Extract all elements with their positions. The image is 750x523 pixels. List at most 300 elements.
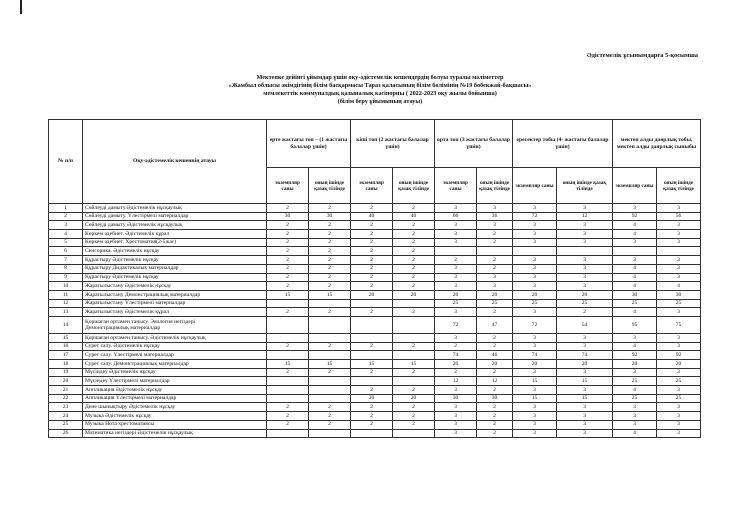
row-title-text: Жаратылыстану Әдістемелік құрал (85, 308, 169, 315)
cell-copies: 4 (613, 282, 657, 291)
cell-kazakh: 54 (557, 316, 613, 333)
cell-kazakh: 3 (657, 264, 701, 273)
row-title-text: Сөйлеуді дамыту. Үлестірмелі материалдар (85, 213, 189, 220)
row-number: 5 (49, 238, 83, 247)
row-title-text: Жаратылыстану Демонстрациялық материалдар (85, 291, 201, 298)
subheader-copies: экземпляр саны (513, 168, 557, 204)
cell-kazakh (309, 299, 351, 308)
row-title (83, 299, 267, 308)
cell-copies: 25 (613, 377, 657, 386)
cell-kazakh: 2 (477, 386, 513, 395)
cell-copies: 2 (267, 282, 309, 291)
cell-kazakh: 3 (557, 282, 613, 291)
cell-kazakh: 3 (557, 204, 613, 213)
cell-copies: 2 (351, 273, 393, 282)
cell-kazakh (393, 429, 435, 438)
cell-copies: 3 (513, 403, 557, 412)
cell-copies (351, 377, 393, 386)
row-number: 13 (49, 308, 83, 317)
cell-kazakh (657, 247, 701, 256)
cell-kazakh: 92 (657, 351, 701, 360)
row-title-text: Сенсорика. Әдістемелік нұсқау (85, 248, 160, 255)
cell-kazakh: 3 (557, 230, 613, 239)
cell-kazakh: 2 (309, 412, 351, 421)
cell-kazakh: 2 (393, 204, 435, 213)
cell-copies: 72 (435, 316, 477, 333)
cell-copies: 2 (267, 204, 309, 213)
table-row (49, 221, 701, 230)
row-number: 15 (49, 333, 83, 342)
cell-copies (351, 316, 393, 333)
row-number: 14 (49, 316, 83, 333)
cell-copies: 2 (267, 368, 309, 377)
table-row (49, 429, 701, 438)
cell-kazakh: 2 (309, 342, 351, 351)
cell-kazakh: 2 (393, 230, 435, 239)
cell-kazakh: 2 (393, 420, 435, 429)
row-title-text: Сөйлеуді дамыту Әдістемелік нұсқаулық (85, 222, 183, 229)
row-number: 4 (49, 230, 83, 239)
cell-copies: 3 (513, 386, 557, 395)
cell-kazakh: 2 (477, 342, 513, 351)
row-title (83, 360, 267, 369)
column-header-group-early: ерте жастағы топ – (1 жастағы балалар үшін) (267, 120, 351, 168)
table-row (49, 420, 701, 429)
cell-copies: 3 (513, 420, 557, 429)
row-title (83, 394, 267, 403)
cell-copies: 3 (513, 342, 557, 351)
cell-kazakh: 3 (657, 273, 701, 282)
column-header-number: № п/п (49, 120, 83, 204)
table-body (49, 204, 701, 438)
cell-copies: 3 (513, 204, 557, 213)
row-title (83, 412, 267, 421)
cell-copies: 2 (267, 420, 309, 429)
cell-copies: 2 (267, 412, 309, 421)
row-title-text: Музыка Нота хрестоматиясы (85, 421, 155, 428)
cell-kazakh: 2 (309, 204, 351, 213)
cell-kazakh: 3 (657, 221, 701, 230)
cell-copies: 92 (613, 212, 657, 221)
cell-kazakh (309, 316, 351, 333)
row-title-text-line2: Демонстрациялық материалдар (85, 324, 161, 331)
cell-copies: 3 (613, 333, 657, 342)
cell-copies: 30 (435, 394, 477, 403)
cell-kazakh (309, 429, 351, 438)
cell-kazakh: 3 (557, 386, 613, 395)
cell-kazakh: 3 (557, 256, 613, 265)
cell-kazakh: 15 (309, 360, 351, 369)
cell-kazakh: 2 (477, 264, 513, 273)
cell-copies: 2 (267, 247, 309, 256)
cell-copies: 2 (351, 204, 393, 213)
cell-kazakh: 15 (557, 377, 613, 386)
table-row (49, 212, 701, 221)
cell-copies: 3 (613, 204, 657, 213)
row-number: 7 (49, 256, 83, 265)
cell-kazakh: 2 (309, 403, 351, 412)
cell-copies: 25 (613, 394, 657, 403)
subheader-copies: экземпляр саны (435, 168, 477, 204)
cell-kazakh (309, 377, 351, 386)
cell-kazakh: 3 (477, 221, 513, 230)
subheader-kazakh: оның ішінде қазақ тілінде (309, 168, 351, 204)
materials-table (48, 119, 701, 438)
cell-kazakh: 2 (477, 238, 513, 247)
cell-copies: 25 (513, 299, 557, 308)
cell-kazakh: 30 (657, 290, 701, 299)
cell-kazakh: 2 (309, 273, 351, 282)
row-title (83, 264, 267, 273)
cell-kazakh: 3 (557, 403, 613, 412)
row-title-text: Сурет салу. Үлестірмелі материалдар (85, 351, 174, 358)
row-number: 23 (49, 403, 83, 412)
cell-copies: 4 (613, 230, 657, 239)
cell-copies: 3 (513, 273, 557, 282)
cell-copies: 20 (513, 360, 557, 369)
cell-kazakh: 3 (557, 342, 613, 351)
row-number: 11 (49, 290, 83, 299)
row-title (83, 290, 267, 299)
row-title-text: Сурет салу. Әдістемелік нұсқау (85, 343, 160, 350)
cell-copies (435, 247, 477, 256)
cell-copies: 72 (513, 316, 557, 333)
cell-kazakh: 2 (393, 264, 435, 273)
table-row (49, 264, 701, 273)
cell-kazakh: 2 (477, 429, 513, 438)
row-title-text: Қоршаған ортамен танысу. Экология негіздері (85, 318, 196, 325)
cell-kazakh: 2 (393, 247, 435, 256)
row-number: 25 (49, 420, 83, 429)
cell-copies: 2 (351, 386, 393, 395)
cell-copies: 2 (435, 342, 477, 351)
cell-copies (267, 377, 309, 386)
cell-kazakh: 25 (557, 299, 613, 308)
cell-kazakh: 2 (477, 403, 513, 412)
document-title: Мектепке дейінгі ұйымдар үшін оқу-әдістемелік кешендердің болуы туралы мәліметтер (256, 74, 504, 81)
row-title (83, 420, 267, 429)
cell-copies (513, 247, 557, 256)
table-row (49, 412, 701, 421)
row-title-text: Құрастыру Әдістемелік нұсқау (85, 256, 159, 263)
cell-copies: 2 (351, 230, 393, 239)
appendix-note: Әдістемелік ұсынымдарға 5-қосымша (586, 52, 698, 59)
cell-kazakh (309, 394, 351, 403)
row-title-text: Мүсіндеу Үлестірмелі материалдар (85, 378, 170, 385)
row-title (83, 308, 267, 317)
cell-copies: 30 (613, 290, 657, 299)
cell-kazakh: 2 (477, 368, 513, 377)
cell-kazakh: 47 (477, 316, 513, 333)
table-row (49, 204, 701, 213)
cell-copies: 2 (351, 368, 393, 377)
cell-copies: 2 (351, 282, 393, 291)
cell-copies: 15 (267, 360, 309, 369)
row-title-text: Математика негіздері Әдістемелік нұсқаулық (85, 430, 193, 437)
row-title-text: Сурет салу. Демонстрациялық материалдар (85, 360, 189, 367)
column-header-group-middle: орта топ (3 жастағы балалар үшін) (435, 120, 513, 168)
cell-kazakh: 3 (657, 230, 701, 239)
row-title (83, 238, 267, 247)
cell-copies: 3 (435, 308, 477, 317)
cell-copies: 3 (513, 368, 557, 377)
row-title (83, 351, 267, 360)
cell-copies: 2 (267, 256, 309, 265)
cell-copies (267, 394, 309, 403)
cell-copies: 4 (613, 221, 657, 230)
cell-copies (267, 299, 309, 308)
row-title (83, 273, 267, 282)
row-title (83, 204, 267, 213)
organization-name: «Жамбыл облысы әкімдігінің білім басқармасы Тараз қаласының білім бөлімінің №19 бөбекжай-бақшасы» (228, 82, 532, 89)
cell-copies (267, 386, 309, 395)
table-row (49, 342, 701, 351)
cell-copies: 2 (351, 342, 393, 351)
cell-kazakh: 25 (657, 394, 701, 403)
cell-copies: 3 (435, 221, 477, 230)
cell-kazakh: 20 (657, 360, 701, 369)
cell-kazakh: 2 (477, 420, 513, 429)
cell-kazakh: 2 (393, 308, 435, 317)
cell-kazakh: 2 (393, 256, 435, 265)
cell-copies: 66 (435, 212, 477, 221)
cell-kazakh: 2 (477, 308, 513, 317)
cell-copies: 40 (351, 212, 393, 221)
cell-copies: 2 (351, 256, 393, 265)
cell-copies: 2 (351, 412, 393, 421)
cell-copies (267, 429, 309, 438)
row-number: 18 (49, 360, 83, 369)
cell-copies: 74 (513, 351, 557, 360)
table-row (49, 308, 701, 317)
table-row (49, 333, 701, 342)
cell-kazakh (393, 299, 435, 308)
cell-copies: 3 (435, 420, 477, 429)
row-number: 22 (49, 394, 83, 403)
row-title-text: Сөйлеуді дамыту.Әдістемелік нұсқаулық (85, 204, 182, 211)
row-title (83, 282, 267, 291)
cell-copies: 3 (513, 256, 557, 265)
row-title (83, 230, 267, 239)
cell-copies: 2 (267, 230, 309, 239)
subheader-kazakh: оның ішінде қазақ тілінде (557, 168, 613, 204)
table-row (49, 230, 701, 239)
cell-copies: 25 (613, 299, 657, 308)
cell-copies: 20 (351, 290, 393, 299)
cell-kazakh: 2 (309, 238, 351, 247)
row-number: 12 (49, 299, 83, 308)
cell-kazakh (393, 351, 435, 360)
row-number: 21 (49, 386, 83, 395)
cell-copies: 4 (613, 273, 657, 282)
cell-copies: 3 (513, 221, 557, 230)
table-row (49, 247, 701, 256)
cell-kazakh: 2 (309, 368, 351, 377)
cell-kazakh: 75 (657, 316, 701, 333)
cell-copies: 3 (513, 333, 557, 342)
cell-copies: 3 (435, 386, 477, 395)
row-title (83, 386, 267, 395)
cell-kazakh: 3 (657, 429, 701, 438)
cell-kazakh: 3 (657, 368, 701, 377)
cell-copies: 15 (351, 360, 393, 369)
cell-copies: 2 (267, 273, 309, 282)
cell-copies: 3 (435, 403, 477, 412)
cell-copies: 4 (613, 264, 657, 273)
cell-copies: 2 (267, 308, 309, 317)
subheader-copies: экземпляр саны (267, 168, 309, 204)
row-title-text: Жаратылыстану Әдістемелік нұсқау (85, 282, 172, 289)
cell-copies: 3 (513, 412, 557, 421)
cell-copies: 20 (513, 290, 557, 299)
table-row (49, 360, 701, 369)
cell-kazakh: 3 (657, 403, 701, 412)
table-row (49, 256, 701, 265)
cell-copies: 2 (267, 221, 309, 230)
table-row (49, 316, 701, 333)
row-number: 16 (49, 342, 83, 351)
cell-kazakh: 2 (393, 273, 435, 282)
cell-kazakh: 3 (657, 412, 701, 421)
row-number: 9 (49, 273, 83, 282)
cell-copies: 2 (351, 420, 393, 429)
cell-kazakh: 3 (557, 264, 613, 273)
cell-kazakh (393, 316, 435, 333)
cell-copies: 20 (351, 394, 393, 403)
cell-copies: 2 (267, 238, 309, 247)
cell-kazakh: 3 (557, 368, 613, 377)
table-row (49, 377, 701, 386)
cell-kazakh (477, 247, 513, 256)
cell-copies: 74 (435, 351, 477, 360)
column-header-group-preschool: мектеп алды даярлық тобы, мектеп алды даярлық сыныбы (613, 120, 701, 168)
cell-kazakh: 2 (309, 221, 351, 230)
cell-kazakh (393, 333, 435, 342)
cell-kazakh: 2 (393, 221, 435, 230)
cell-copies: 3 (513, 429, 557, 438)
cell-kazakh: 20 (393, 394, 435, 403)
row-title (83, 316, 267, 333)
table-row (49, 238, 701, 247)
row-title (83, 377, 267, 386)
cell-kazakh: 15 (309, 290, 351, 299)
cell-kazakh: 2 (309, 282, 351, 291)
cell-copies: 3 (513, 282, 557, 291)
cell-kazakh: 40 (393, 212, 435, 221)
cell-kazakh: 2 (477, 230, 513, 239)
cell-copies: 3 (435, 238, 477, 247)
cell-kazakh: 2 (309, 247, 351, 256)
cell-copies: 3 (613, 412, 657, 421)
cell-copies: 2 (351, 308, 393, 317)
organization-caption: (білім беру ұйымының атауы) (337, 98, 423, 105)
cell-kazakh: 4 (657, 282, 701, 291)
cell-copies: 15 (267, 290, 309, 299)
cell-kazakh (309, 351, 351, 360)
cell-kazakh: 2 (393, 238, 435, 247)
cell-copies: 92 (613, 351, 657, 360)
scan-edge-mark (20, 0, 22, 14)
row-title-text: Аппликация Үлестірмелі материалдар (85, 395, 177, 402)
cell-kazakh (557, 247, 613, 256)
row-title-text: Құрастыру Дидактикалық материалдар (85, 265, 179, 272)
cell-copies: 2 (435, 256, 477, 265)
row-number: 24 (49, 412, 83, 421)
cell-copies (267, 351, 309, 360)
subheader-kazakh: оның ішінде қазақ тілінде (393, 168, 435, 204)
table-row (49, 403, 701, 412)
cell-copies: 25 (435, 299, 477, 308)
cell-copies (351, 351, 393, 360)
cell-copies (267, 333, 309, 342)
table-row (49, 299, 701, 308)
cell-kazakh: 2 (309, 308, 351, 317)
cell-kazakh: 25 (657, 377, 701, 386)
cell-copies: 2 (351, 264, 393, 273)
cell-kazakh: 3 (657, 204, 701, 213)
cell-copies: 30 (267, 212, 309, 221)
cell-copies: 3 (513, 264, 557, 273)
cell-copies: 3 (435, 273, 477, 282)
subheader-kazakh: оның ішінде қазақ тілінде (657, 168, 701, 204)
row-number: 8 (49, 264, 83, 273)
cell-kazakh (309, 386, 351, 395)
table-row (49, 386, 701, 395)
cell-kazakh: 2 (477, 333, 513, 342)
row-title (83, 342, 267, 351)
cell-kazakh: 74 (557, 351, 613, 360)
organization-type-year: мемлекеттік коммуналдық қазыналық кәсіпорны ( 2022-2023 оқу жылы бойынша) (263, 90, 497, 97)
table-row (49, 394, 701, 403)
cell-copies: 3 (513, 238, 557, 247)
cell-kazakh: 30 (477, 394, 513, 403)
cell-kazakh: 20 (393, 290, 435, 299)
row-title (83, 403, 267, 412)
row-number: 26 (49, 429, 83, 438)
cell-kazakh: 3 (557, 420, 613, 429)
cell-copies: 3 (613, 238, 657, 247)
row-number: 3 (49, 221, 83, 230)
cell-kazakh: 20 (557, 290, 613, 299)
table-row (49, 351, 701, 360)
cell-kazakh: 2 (393, 403, 435, 412)
row-title-text: Мүсіндеу Әдістемелік нұсқау (85, 369, 156, 376)
cell-kazakh: 2 (393, 282, 435, 291)
cell-kazakh: 2 (393, 342, 435, 351)
row-title-text: Жаратылыстану Үлестірмелі материалдар (85, 300, 186, 307)
row-title-text: Музыка Әдістемелік нұсқау (85, 412, 152, 419)
row-number: 1 (49, 204, 83, 213)
subheader-copies: экземпляр саны (613, 168, 657, 204)
row-number: 10 (49, 282, 83, 291)
table-row (49, 282, 701, 291)
cell-kazakh: 3 (557, 412, 613, 421)
cell-kazakh: 15 (557, 394, 613, 403)
cell-copies: 2 (351, 247, 393, 256)
cell-copies: 3 (513, 308, 557, 317)
cell-kazakh: 3 (557, 221, 613, 230)
cell-copies: 95 (613, 316, 657, 333)
cell-kazakh: 15 (393, 360, 435, 369)
cell-kazakh: 3 (477, 204, 513, 213)
cell-copies: 2 (435, 368, 477, 377)
cell-kazakh: 3 (657, 333, 701, 342)
table-row (49, 273, 701, 282)
row-title-text: Көркем әдебиет. Әдістемелік құрал (85, 230, 170, 237)
cell-kazakh: 20 (477, 290, 513, 299)
cell-kazakh: 2 (477, 256, 513, 265)
cell-kazakh: 3 (657, 256, 701, 265)
